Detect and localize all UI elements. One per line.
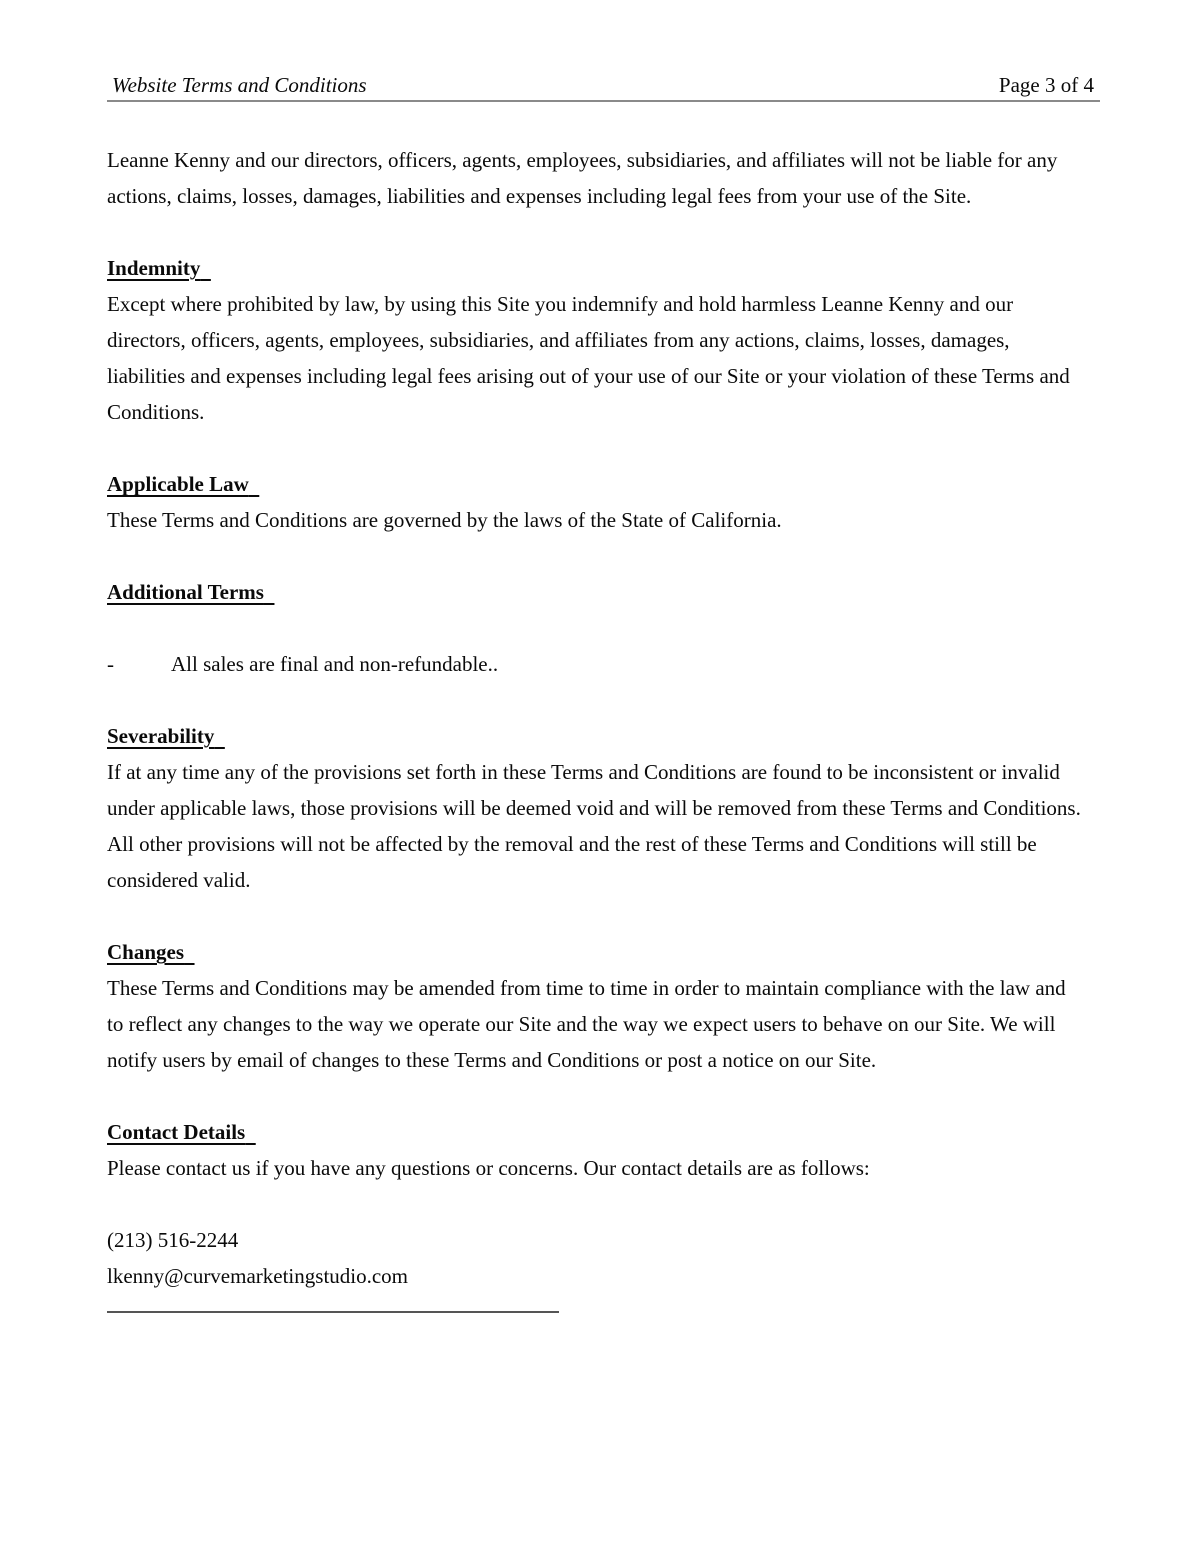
page-header [107, 0, 1100, 102]
section-body-indemnity: Except where prohibited by law, by using this Site you indemnify and hold harmless Leanne Kenny and our directors, officers, agents, employees, subsidiaries, and affiliates from any actions, claims, losses, damages, liabilities and expenses including legal fees arising out of your use of our Site or your violation of these Terms and Conditions. [107, 292, 1070, 424]
section-heading-severability: Severability [107, 724, 215, 748]
contact-phone: (213) 516-2244 [107, 1228, 239, 1252]
section-severability [107, 718, 1087, 898]
list-item [107, 646, 1087, 682]
section-applicable-law [107, 466, 1087, 538]
section-heading-applicable-law: Applicable Law [107, 472, 249, 496]
list-item-text: All sales are final and non-refundable.. [171, 652, 499, 676]
contact-info [107, 1222, 1087, 1313]
section-contact-details [107, 1114, 1087, 1186]
additional-terms-list [107, 646, 1087, 682]
signature-line [107, 1294, 559, 1313]
section-heading-contact-details: Contact Details [107, 1120, 246, 1144]
document-title: Website Terms and Conditions [112, 73, 367, 97]
section-body-changes: These Terms and Conditions may be amended from time to time in order to maintain compliance with the law and to reflect any changes to the way we operate our Site and the way we expect users to behave on our Site. We will notify users by email of changes to these Terms and Conditions or post a notice on our Site. [107, 976, 1066, 1072]
section-body-applicable-law: These Terms and Conditions are governed by the laws of the State of California. [107, 508, 782, 532]
section-heading-additional-terms: Additional Terms [107, 580, 264, 604]
page-number-indicator: Page 3 of 4 [998, 73, 1094, 97]
list-item-marker: - [107, 652, 114, 676]
section-body-severability: If at any time any of the provisions set forth in these Terms and Conditions are found to be inconsistent or invalid under applicable laws, those provisions will be deemed void and will be removed from these Terms and Conditions. All other provisions will not be affected by the removal and the rest of these Terms and Conditions will still be considered valid. [107, 760, 1081, 892]
section-heading-changes: Changes [107, 940, 185, 964]
intro-paragraph: Leanne Kenny and our directors, officers, agents, employees, subsidiaries, and affiliates will not be liable for any actions, claims, losses, damages, liabilities and expenses including legal fees from your use of the Site. [107, 148, 1058, 208]
section-changes [107, 934, 1087, 1078]
document-body [107, 142, 1087, 1313]
section-indemnity [107, 250, 1087, 430]
section-heading-indemnity: Indemnity [107, 256, 201, 280]
contact-email: lkenny@curvemarketingstudio.com [107, 1264, 409, 1288]
section-body-contact-details: Please contact us if you have any questions or concerns. Our contact details are as follows: [107, 1156, 870, 1180]
section-additional-terms [107, 574, 1087, 682]
